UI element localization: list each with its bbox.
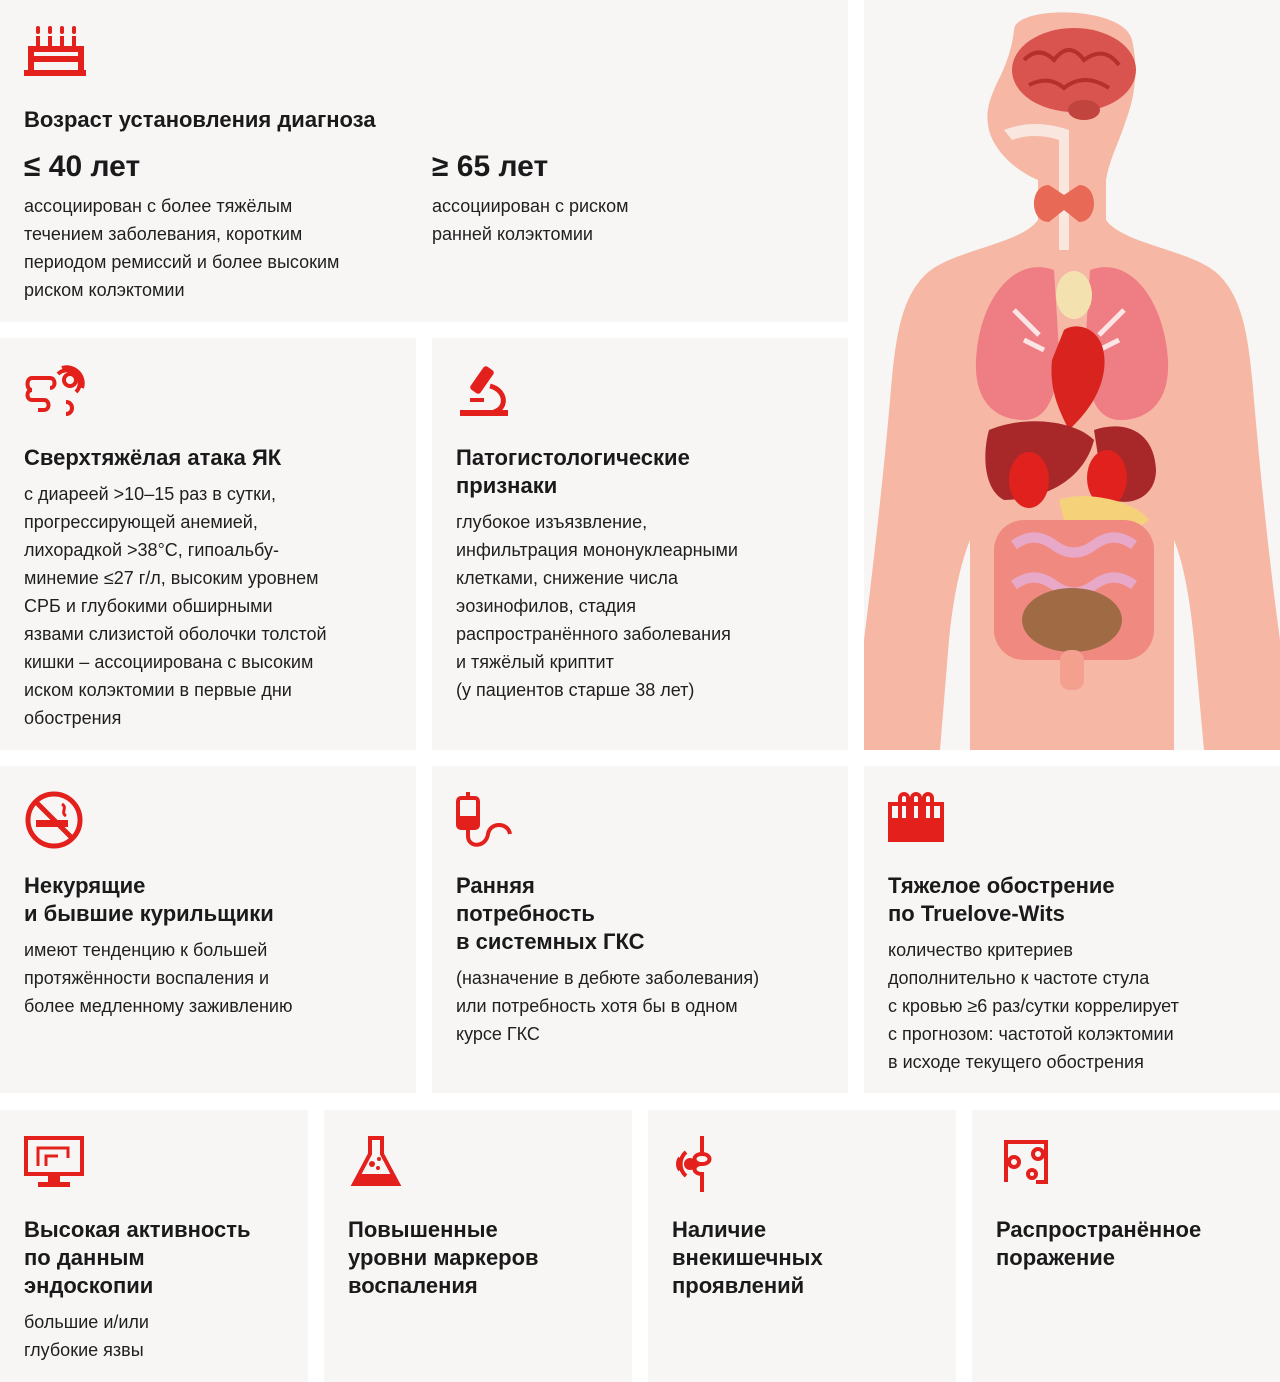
gks-text: (назначение в дебюте заболевания) или потребность хотя бы в одном курсе ГКС	[456, 968, 760, 1044]
body-organs-illustration	[864, 0, 1280, 750]
joint-icon	[672, 1134, 732, 1194]
age-young-text: ассоциирован с более тяжёлым течением заболевания, коротким периодом ремиссий и более высоким риском колэктомии	[24, 196, 340, 300]
age-young-value: ≤ 40 лет	[24, 150, 141, 183]
pathohistology-card	[432, 338, 848, 750]
extraintestinal-title: Наличие внекишечных проявлений	[672, 1217, 823, 1298]
flask-icon	[348, 1134, 404, 1190]
pathohistology-title: Патогистологические признаки	[456, 445, 690, 498]
monitor-intestine-icon	[24, 1134, 84, 1190]
extensive-card	[972, 1110, 1280, 1382]
endoscopy-text: большие и/или глубокие язвы	[24, 1312, 149, 1360]
severe-attack-card	[0, 338, 416, 750]
extraintestinal-card	[648, 1110, 956, 1382]
test-tubes-icon	[888, 790, 944, 846]
severe-attack-title: Сверхтяжёлая атака ЯК	[24, 445, 282, 470]
gks-title: Ранняя потребность в системных ГКС	[456, 873, 645, 954]
smokers-text: имеют тенденцию к большей протяжённости воспаления и более медленному заживлению	[24, 940, 293, 1016]
iv-drip-icon	[456, 790, 516, 850]
gks-card	[432, 766, 848, 1093]
age-old-text: ассоциирован с риском ранней колэктомии	[432, 196, 629, 244]
smokers-card	[0, 766, 416, 1093]
no-smoking-icon	[24, 790, 84, 850]
truelove-card	[864, 766, 1280, 1093]
endoscopy-title: Высокая активность по данным эндоскопии	[24, 1217, 251, 1298]
microscope-icon	[456, 362, 512, 418]
truelove-title: Тяжелое обострение по Truelove-Wits	[888, 873, 1115, 926]
markers-card	[324, 1110, 632, 1382]
age-title: Возраст установления диагноза	[24, 107, 376, 132]
cake-icon	[24, 24, 86, 78]
endoscopy-card	[0, 1110, 308, 1382]
age-old-value: ≥ 65 лет	[432, 150, 549, 183]
colon-icon	[996, 1134, 1056, 1190]
truelove-text: количество критериев дополнительно к частоте стула с кровью ≥6 раз/сутки коррелирует с прогнозом: частотой колэктомии в исходе текущего обострения	[888, 940, 1179, 1072]
markers-title: Повышенные уровни маркеров воспаления	[348, 1217, 539, 1298]
pathohistology-text: глубокое изъязвление, инфильтрация мононуклеарными клетками, снижение числа эозинофилов, стадия распространённого заболевания и тяжёлый криптит (у пациентов старше 38 лет)	[456, 512, 738, 700]
severe-attack-text: с диареей >10–15 раз в сутки, прогрессирующей анемией, лихорадкой >38°C, гипоальбу- минемие ≤27 г/л, высоким уровнем СРБ и глубокими обширными язвами слизистой оболочки толстой кишки – ассоциирована с высоким иском колэктомии в первые дни обострения	[24, 484, 327, 728]
intestine-target-icon	[24, 362, 86, 418]
smokers-title: Некурящие и бывшие курильщики	[24, 873, 274, 926]
age-card	[0, 0, 848, 322]
extensive-title: Распространённое поражение	[996, 1217, 1202, 1270]
